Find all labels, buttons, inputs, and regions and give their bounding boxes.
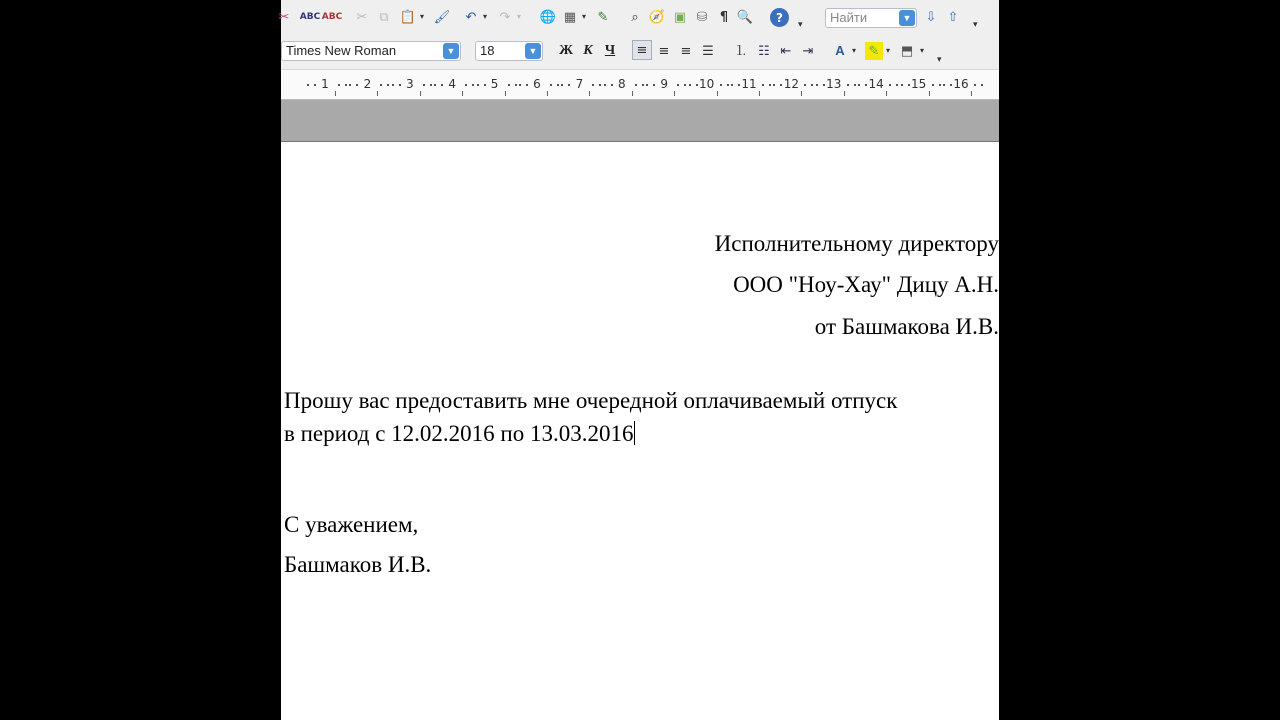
highlight-icon[interactable]: ✎ [865,42,883,60]
copy-icon[interactable]: ⧉ [379,9,389,25]
ruler-dot [981,84,983,86]
ruler-tick [335,91,336,96]
ruler-dot [847,84,849,86]
ruler-dot [677,84,679,86]
ruler-tick [505,91,506,96]
redo-dropdown-icon[interactable]: ▾ [517,12,522,21]
ruler-dot [684,84,686,86]
find-previous-icon[interactable]: ⇧ [947,9,959,25]
ruler-dot [441,84,443,86]
navigator-icon[interactable]: 🧭 [648,9,666,25]
ruler-dot [423,84,425,86]
ruler-dot [854,84,856,86]
font-name-dropdown-icon[interactable]: ▼ [443,43,459,59]
formatting-overflow-icon[interactable]: ▾ [937,55,942,65]
hyperlink-icon[interactable]: 🌐 [539,9,557,25]
zoom-icon[interactable]: 🔍 [736,9,754,25]
standard-toolbar [278,0,999,36]
ruler-dot [811,84,813,86]
ruler-dot [889,84,891,86]
ruler-dot [720,84,722,86]
request-line-1: Прошу вас предоставить мне очередной оплачиваемый отпуск [284,388,898,413]
ruler-dot [804,84,806,86]
ruler-dot [604,84,606,86]
ruler-dot [908,84,910,86]
find-replace-icon[interactable]: ⌕ [631,9,639,25]
ruler-dot [865,84,867,86]
ruler-dot [943,84,945,86]
signature-line: Башмаков И.В. [284,552,432,577]
font-name-value: Times New Roman [286,43,397,58]
ruler-dot [646,84,648,86]
toolbar-overflow-icon[interactable]: ▾ [798,20,803,30]
ruler-tick [632,91,633,96]
ruler-dot [508,84,510,86]
ruler-tick [547,91,548,96]
company-line: ООО "Ноу-Хау" Дицу А.Н. [733,272,999,297]
ruler-dot [599,84,601,86]
ruler-tick [420,91,421,96]
undo-icon[interactable]: ↶ [465,9,477,25]
ruler-dot [823,84,825,86]
ruler-number: 11 [741,77,757,91]
ruler-dot [731,84,733,86]
ruler-dot [472,84,474,86]
ruler-dot [727,84,729,86]
paste-icon[interactable]: 📋 [399,9,417,25]
undo-dropdown-icon[interactable]: ▾ [483,12,488,21]
ruler-tick [674,91,675,96]
ruler-dot [568,84,570,86]
ruler-dot [762,84,764,86]
addressee-line: Исполнительному директору [714,231,999,256]
ruler-dot [932,84,934,86]
ruler-dot [653,84,655,86]
ruler-dot [901,84,903,86]
ruler-number: 13 [826,77,842,91]
ruler-dot [550,84,552,86]
request-line-2-text: в период с 12.02.2016 по 13.03.2016 [284,421,634,446]
ruler-number: 9 [660,77,669,91]
ruler-dot [338,84,340,86]
ruler-dot [769,84,771,86]
ruler-dot [356,84,358,86]
clone-format-icon[interactable]: 🖌 [433,9,451,25]
autospell-icon[interactable]: ABC [321,11,343,22]
ruler-dot [635,84,637,86]
font-name-box[interactable] [281,41,461,61]
ruler-number: 7 [575,77,584,91]
ruler-dot [345,84,347,86]
decrease-indent-icon[interactable]: ⇤ [780,43,792,59]
page-gap [281,100,999,142]
increase-indent-icon[interactable]: ⇥ [802,43,814,59]
ruler-dot [950,84,952,86]
ruler-dot [689,84,691,86]
sender-line: от Башмакова И.В. [814,314,999,339]
font-size-dropdown-icon[interactable]: ▼ [525,43,541,59]
ruler-tick [886,91,887,96]
ruler-dot [592,84,594,86]
bullet-list-icon[interactable]: ☷ [758,43,770,59]
ruler-dot [314,84,316,86]
ruler-dot [858,84,860,86]
ruler-number: 12 [783,77,800,91]
ruler-number: 2 [363,77,372,91]
find-field[interactable] [825,8,917,28]
ruler-number: 16 [953,77,969,91]
ruler-dot [465,84,467,86]
font-color-icon[interactable]: A [835,42,845,58]
ruler-dot [974,84,976,86]
font-color-dropdown-icon[interactable]: ▾ [852,46,857,55]
ruler-dot [780,84,782,86]
justify-icon[interactable]: ☰ [702,43,714,59]
ruler-tick [462,91,463,96]
ruler-tick [759,91,760,96]
table-icon[interactable]: ▦ [563,9,577,25]
ruler-number: 10 [698,77,715,91]
find-next-icon[interactable]: ⇩ [925,9,937,25]
ruler-dot [611,84,613,86]
ruler-dot [557,84,559,86]
ruler-dot [816,84,818,86]
ruler-number: 8 [617,77,626,91]
ruler-tick [589,91,590,96]
cut-icon[interactable]: ✂ [356,9,368,25]
ruler-dot [939,84,941,86]
ruler-dot [392,84,394,86]
ruler-dot [773,84,775,86]
underline-button[interactable]: Ч [604,43,616,58]
ruler-dot [399,84,401,86]
ruler-dot [696,84,698,86]
paste-dropdown-icon[interactable]: ▾ [420,12,425,21]
ruler-dot [515,84,517,86]
find-toolbar-overflow-icon[interactable]: ▾ [973,20,978,30]
ruler-tick [844,91,845,96]
highlight-dropdown-icon[interactable]: ▾ [886,46,891,55]
bold-button[interactable]: Ж [559,43,573,58]
ruler-tick [929,91,930,96]
help-icon[interactable]: ? [770,8,789,27]
scissors-partial-icon[interactable]: ✂ [278,9,290,25]
italic-button[interactable]: К [583,43,593,58]
formatting-toolbar [281,36,999,69]
font-size-box[interactable] [475,41,543,61]
ruler-dot [642,84,644,86]
formatting-marks-icon[interactable]: ¶ [719,9,729,25]
font-size-value: 18 [480,43,495,58]
background-color-dropdown-icon[interactable]: ▾ [920,46,925,55]
background-color-icon[interactable]: ⬒ [900,43,914,59]
writer-window [278,0,999,720]
draw-icon[interactable]: ✎ [597,9,609,25]
ruler-number: 15 [910,77,927,91]
ruler-dot [380,84,382,86]
ruler-number: 5 [490,77,499,91]
ruler-dot [349,84,351,86]
ruler-number: 1 [321,77,329,91]
closing-line: С уважением, [284,512,419,537]
ruler-number: 3 [405,77,414,91]
spellcheck-icon[interactable]: ABC [299,11,321,22]
table-dropdown-icon[interactable]: ▾ [582,12,587,21]
horizontal-ruler[interactable] [281,69,999,100]
ruler-number: 4 [448,77,457,91]
ruler-dot [307,84,309,86]
find-dropdown-icon[interactable]: ▼ [899,10,915,26]
find-placeholder: Найти [830,10,868,25]
ruler-dot [387,84,389,86]
gallery-icon[interactable]: ▣ [673,9,687,25]
data-sources-icon[interactable]: ⛁ [696,9,708,25]
ruler-dot [526,84,528,86]
ruler-dot [484,84,486,86]
ruler-dot [434,84,436,86]
ruler-tick [377,91,378,96]
ruler-number: 14 [868,77,884,91]
ruler-dot [738,84,740,86]
align-left-icon[interactable]: ≡ [632,40,652,60]
align-center-icon[interactable]: ≡ [658,43,670,59]
ruler-dot [477,84,479,86]
ruler-dot [561,84,563,86]
ruler-dot [896,84,898,86]
ruler-dot [519,84,521,86]
ruler-tick [971,91,972,96]
ruler-dot [430,84,432,86]
redo-icon[interactable]: ↷ [499,9,511,25]
ruler-tick [717,91,718,96]
ruler-number: 6 [533,77,541,91]
request-line-2 [284,421,635,445]
align-right-icon[interactable]: ≡ [680,43,692,59]
text-cursor [634,421,635,445]
ruler-tick [801,91,802,96]
numbered-list-icon[interactable]: ⒈ [734,43,748,59]
